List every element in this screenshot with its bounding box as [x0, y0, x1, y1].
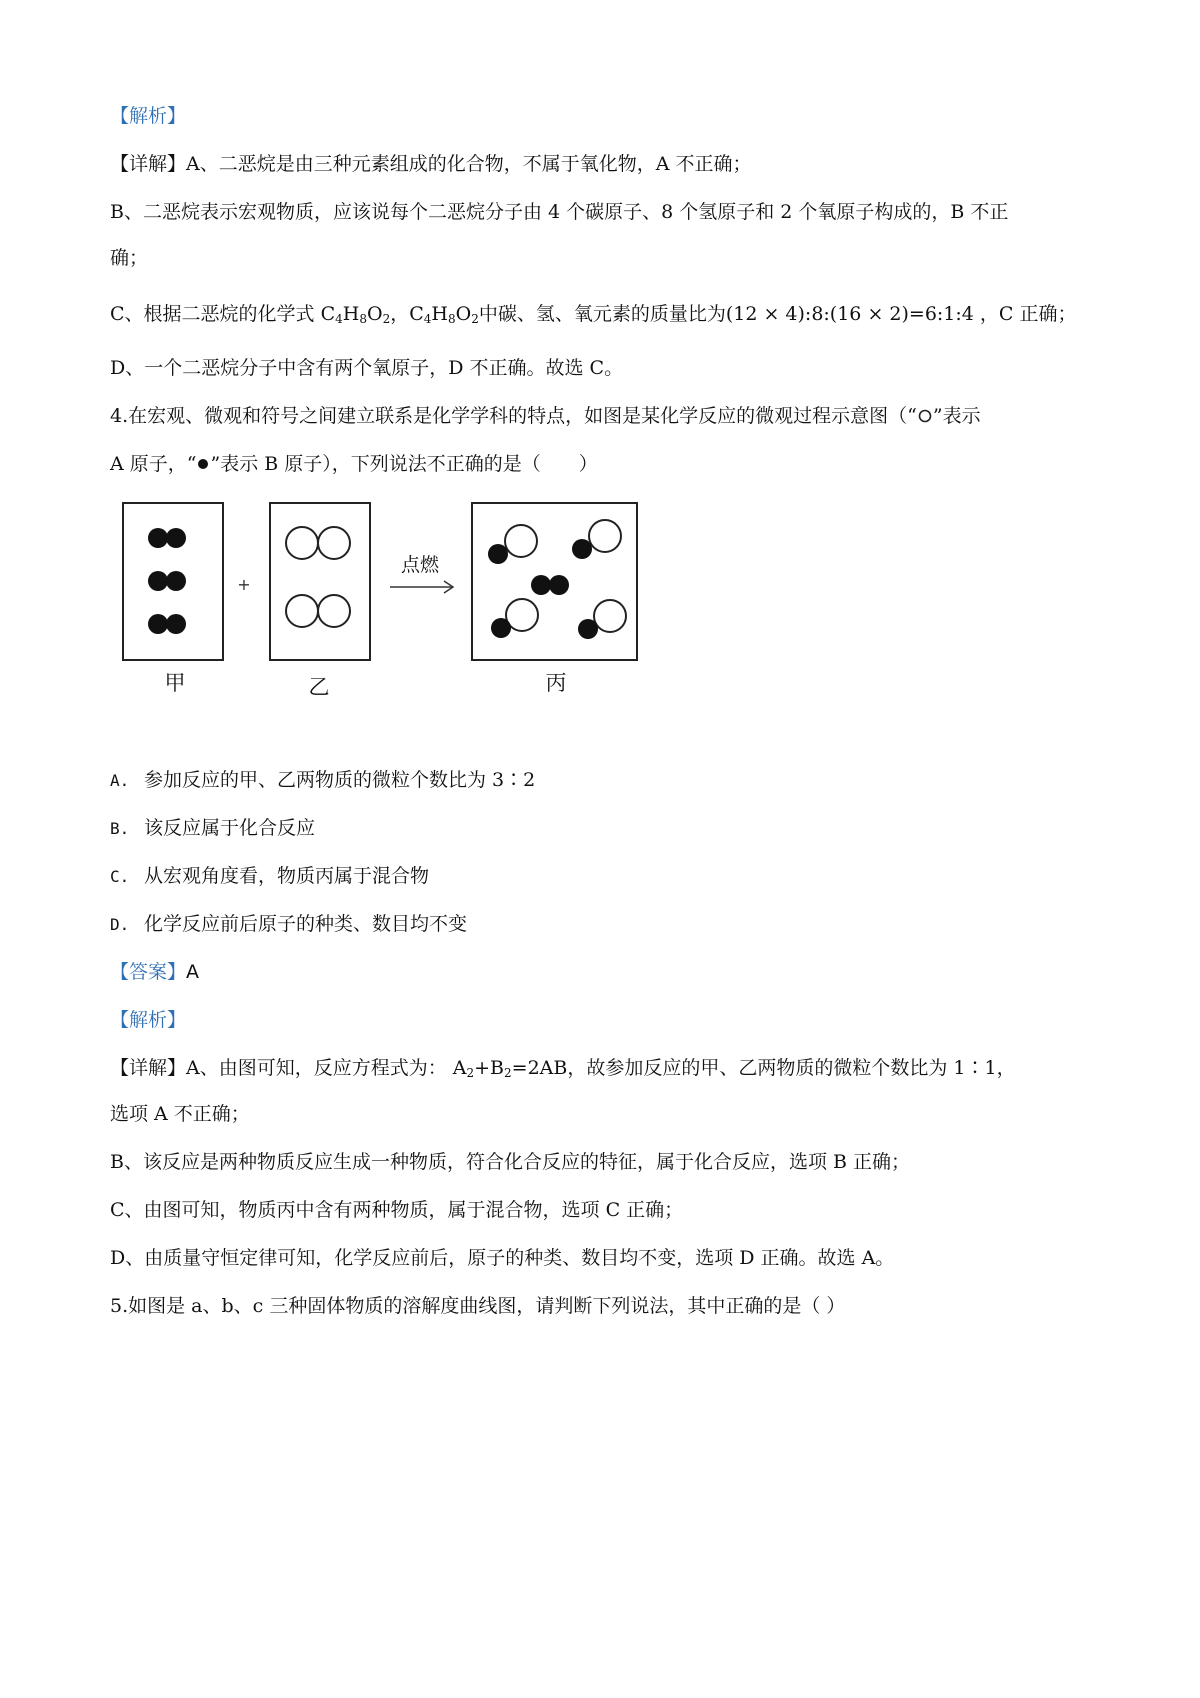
label-jia: 甲 [164, 671, 186, 695]
detail-line-c: C、根据二恶烷的化学式 $C_4H_8O_2$，$C_4H_8O_2$中碳、氢、氧元素的质量比为(12 × 4):8:(16 × 2)=6:1:4 ，C 正确； [110, 303, 1077, 326]
q4-detail-line-a: 【详解】A、由图可知，反应方程式为： $A_2+B_2=2AB$，故参加反应的甲、乙两物质的微粒个数比为 1∶1， [110, 1057, 1016, 1080]
option-a: A. 参加反应的甲、乙两物质的微粒个数比为 3∶2 [110, 769, 536, 791]
detail-line-d: D、一个二恶烷分子中含有两个氧原子，D 不正确。故选 C。 [110, 357, 624, 379]
option-c: C. 从宏观角度看，物质丙属于混合物 [110, 865, 430, 887]
option-d: D. 化学反应前后原子的种类、数目均不变 [110, 913, 468, 935]
q4-detail-line-c: C、由图可知，物质丙中含有两种物质，属于混合物，选项 C 正确； [110, 1199, 684, 1221]
option-b: B. 该反应属于化合反应 [110, 817, 316, 839]
reaction-condition: 点燃 [400, 554, 440, 576]
answer-label: 【答案】 [110, 961, 187, 983]
answer-value: A [186, 961, 200, 983]
analysis-label: 【解析】 [110, 105, 187, 127]
q4-detail-line-d: D、由质量守恒定律可知，化学反应前后，原子的种类、数目均不变，选项 D 正确。故选 A。 [110, 1247, 895, 1269]
b-atom-icon [196, 456, 210, 472]
analysis-label: 【解析】 [110, 1009, 187, 1031]
label-yi: 乙 [308, 675, 330, 699]
question-4-stem-line-1: 4.在宏观、微观和符号之间建立联系是化学学科的特点，如图是某化学反应的微观过程示意图（“ ”表示 [110, 405, 981, 427]
a-atom-icon [917, 408, 933, 424]
detail-prefix: 【详解】 [110, 153, 187, 175]
detail-text: A、二恶烷是由三种元素组成的化合物，不属于氧化物，A 不正确； [186, 153, 752, 175]
plus-sign: + [237, 575, 251, 594]
detail-line-b: B、二恶烷表示宏观物质，应该说每个二恶烷分子由 4 个碳原子、8 个氢原子和 2 个氧原子构成的，B 不正 [110, 201, 1009, 223]
label-bing: 丙 [545, 671, 567, 695]
q4-detail-line-b: B、该反应是两种物质反应生成一种物质，符合化合反应的特征，属于化合反应，选项 B 正确； [110, 1151, 911, 1173]
box-yi [270, 503, 370, 660]
detail-line-b-cont: 确； [110, 247, 149, 269]
detail-line-a [110, 151, 752, 177]
answer-line [110, 959, 199, 985]
q4-detail-line-a-cont: 选项 A 不正确； [110, 1103, 250, 1125]
question-4-stem-line-2: A 原子，“ ”表示 B 原子），下列说法不正确的是（ ） [110, 453, 598, 475]
reaction-diagram [120, 498, 665, 713]
question-5-stem: 5.如图是 a、b、c 三种固体物质的溶解度曲线图，请判断下列说法，其中正确的是（ ） [110, 1295, 846, 1317]
